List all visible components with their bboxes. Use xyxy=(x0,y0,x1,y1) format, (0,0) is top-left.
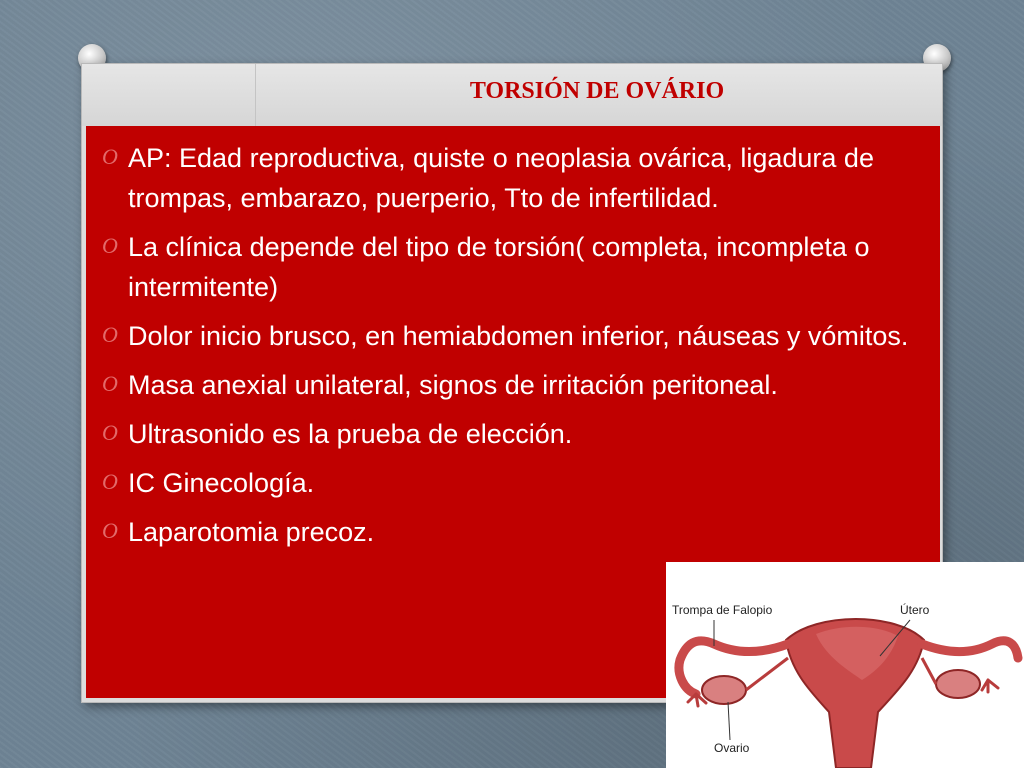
label-ovary: Ovario xyxy=(714,741,750,755)
bullet-text: La clínica depende del tipo de torsión( completa, incompleta o intermitente) xyxy=(128,232,870,302)
right-fimbriae xyxy=(982,680,998,692)
slide-title: TORSIÓN DE OVÁRIO xyxy=(469,78,725,104)
bullet-item xyxy=(100,365,920,405)
bullet-list xyxy=(86,126,940,552)
bullet-item xyxy=(100,463,920,503)
bullet-text: Masa anexial unilateral, signos de irritación peritoneal. xyxy=(128,370,778,400)
pointer-ovary xyxy=(728,702,730,740)
bullet-item xyxy=(100,316,920,356)
ovarian-ligament-left xyxy=(746,658,788,690)
right-ovary xyxy=(936,670,980,698)
bullet-o-icon: O xyxy=(102,469,118,494)
bullet-item xyxy=(100,227,920,307)
bullet-o-icon: O xyxy=(102,420,118,445)
bullet-item xyxy=(100,414,920,454)
bullet-o-icon: O xyxy=(102,233,118,258)
anatomy-figure xyxy=(666,562,1024,768)
label-uterus: Útero xyxy=(900,603,930,617)
bullet-text: AP: Edad reproductiva, quiste o neoplasia ovárica, ligadura de trompas, embarazo, puerperio, Tto de infertilidad. xyxy=(128,143,874,213)
bullet-item xyxy=(100,512,920,552)
bullet-text: Dolor inicio brusco, en hemiabdomen inferior, náuseas y vómitos. xyxy=(128,321,909,351)
label-fallopian-tube: Trompa de Falopio xyxy=(672,603,773,617)
ovarian-ligament-right xyxy=(922,658,936,684)
bullet-o-icon: O xyxy=(102,371,118,396)
bullet-o-icon: O xyxy=(102,322,118,347)
left-ovary xyxy=(702,676,746,704)
bullet-o-icon: O xyxy=(102,518,118,543)
uterus-illustration xyxy=(666,562,1024,768)
bullet-o-icon: O xyxy=(102,144,118,169)
bullet-item xyxy=(100,138,920,218)
bullet-text: Ultrasonido es la prueba de elección. xyxy=(128,419,573,449)
bullet-text: Laparotomia precoz. xyxy=(128,517,375,547)
right-tube xyxy=(922,641,1018,658)
bullet-text: IC Ginecología. xyxy=(128,468,315,498)
title-bar xyxy=(82,64,942,126)
